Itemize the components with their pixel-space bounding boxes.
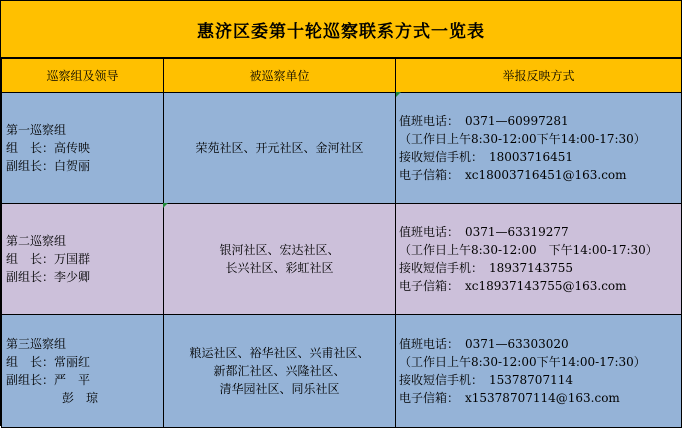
- group-deputy-second: 彭 琼: [62, 391, 99, 405]
- sheet-title: 惠济区委第十轮巡察联系方式一览表: [1, 1, 681, 58]
- email-address: 电子信箱： x15378707114@163.com: [399, 391, 620, 405]
- group-cell: [2, 204, 164, 315]
- work-hours: （工作日上午8:30-12:00 下午14:00-17:30）: [399, 243, 658, 257]
- group-deputy: 副组长：严 平: [6, 373, 91, 387]
- group-leader: 组 长：常丽红: [6, 355, 91, 369]
- header-unit: 被巡察单位: [164, 59, 396, 93]
- header-group: 巡察组及领导: [2, 59, 164, 93]
- group-cell: [2, 315, 164, 428]
- duty-phone: 值班电话： 0371—63319277: [399, 225, 569, 239]
- unit-line: 银河社区、宏达社区、: [219, 243, 340, 257]
- contact-cell: [396, 315, 682, 428]
- group-name: 第三巡察组: [6, 337, 67, 351]
- unit-line: 新都汇社区、兴隆社区、: [213, 364, 346, 378]
- header-row: [2, 59, 682, 93]
- group-deputy: 副组长：李少卿: [6, 270, 91, 284]
- duty-phone: 值班电话： 0371—60997281: [399, 114, 569, 128]
- work-hours: （工作日上午8:30-12:00下午14:00-17:30）: [399, 355, 646, 369]
- group-leader: 组 长：高传映: [6, 141, 91, 155]
- duty-phone: 值班电话： 0371—63303020: [399, 337, 569, 351]
- contact-cell: [396, 204, 682, 315]
- cell-comment-marker: [396, 92, 401, 97]
- unit-line: 荣苑社区、开元社区、金河社区: [195, 141, 364, 155]
- email-address: 电子信箱： xc18937143755@163.com: [399, 279, 627, 293]
- table-row: [2, 93, 682, 204]
- unit-cell: [164, 204, 396, 315]
- group-leader: 组 长：万国群: [6, 252, 91, 266]
- sms-phone: 接收短信手机： 15378707114: [399, 373, 573, 387]
- sms-phone: 接收短信手机： 18003716451: [399, 150, 573, 164]
- unit-cell: [164, 93, 396, 204]
- contact-table: [1, 58, 682, 428]
- unit-line: 粮运社区、裕华社区、兴甫社区、: [189, 346, 370, 360]
- group-cell: [2, 93, 164, 204]
- work-hours: （工作日上午8:30-12:00下午14:00-17:30）: [399, 132, 646, 146]
- unit-line: 长兴社区、彩虹社区: [225, 261, 334, 275]
- unit-cell: [164, 315, 396, 428]
- group-deputy: 副组长：白贺丽: [6, 159, 91, 173]
- table-row: [2, 204, 682, 315]
- unit-line: 清华园社区、同乐社区: [219, 382, 340, 396]
- contact-cell: [396, 93, 682, 204]
- cell-comment-marker: [163, 203, 168, 208]
- sms-phone: 接收短信手机： 18937143755: [399, 261, 573, 275]
- group-name: 第一巡察组: [6, 123, 67, 137]
- group-name: 第二巡察组: [6, 234, 67, 248]
- email-address: 电子信箱： xc18003716451@163.com: [399, 168, 627, 182]
- table-row: [2, 315, 682, 428]
- header-contact: 举报反映方式: [396, 59, 682, 93]
